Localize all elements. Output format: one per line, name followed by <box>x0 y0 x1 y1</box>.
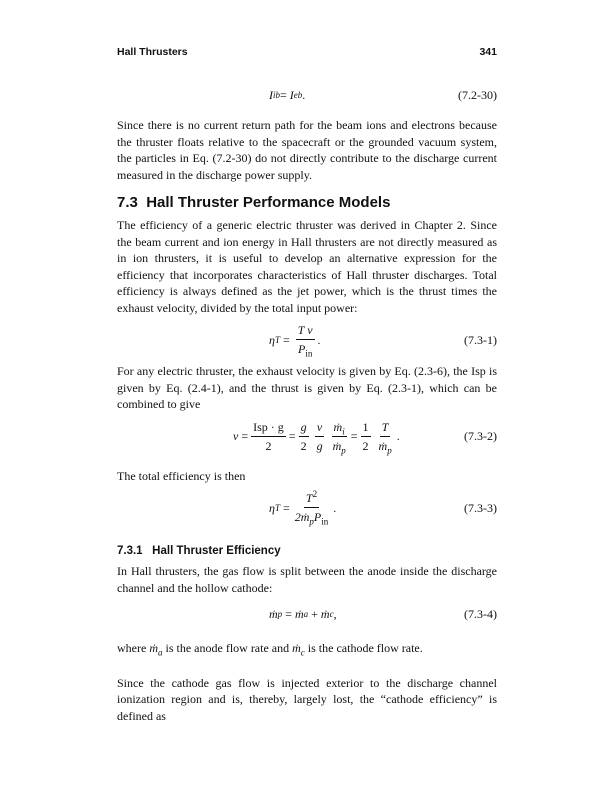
eq-sub: p <box>341 444 346 455</box>
numerator: v <box>315 419 324 437</box>
equation-number: (7.3-4) <box>464 607 497 621</box>
eq-sub: c <box>300 647 305 658</box>
equation-7-3-4: ṁ p = ṁ a + ṁ c , (7.3-4) <box>269 607 497 621</box>
eq-term: I <box>269 88 273 102</box>
denominator: P <box>297 342 306 356</box>
section-heading <box>117 193 497 213</box>
fraction <box>299 419 309 454</box>
section-title: Hall Thruster Performance Models <box>146 194 391 211</box>
eq-term: η <box>269 332 275 347</box>
numerator: T v <box>296 322 315 340</box>
eq-rel: = <box>280 88 287 102</box>
eq-sub: i <box>342 425 345 436</box>
numerator: g <box>299 419 309 437</box>
equation-7-2-30: I ib = I eb . (7.2-30) <box>269 88 497 102</box>
equation-7-3-2: v = $\frac{\text{Isp · g}}{2}$ = $\frac{g}{2}$ $\frac{v}{g}$ $\frac{ṁ_i}{ṁ_p}$ = $\frac{1}{2}$ $\frac{T}{ṁ_p}$ . (7.3-2) <box>233 419 497 455</box>
denominator: ṁ <box>378 438 388 453</box>
denominator: 2ṁ <box>294 510 310 524</box>
eq-sub: in <box>321 516 329 527</box>
eq-sub: p <box>387 444 392 455</box>
eq-term: ṁ <box>269 607 278 621</box>
denominator: 2 <box>300 438 307 453</box>
fraction <box>293 490 331 525</box>
denominator: 2 <box>265 438 272 453</box>
equation-number: (7.3-3) <box>464 500 497 515</box>
numerator: 1 <box>361 419 371 437</box>
subsection-title: Hall Thruster Efficiency <box>152 545 281 557</box>
fraction <box>315 419 325 454</box>
paragraph: In Hall thrusters, the gas flow is split between the anode inside the discharge channel and the hollow cathode: <box>117 564 497 595</box>
fraction <box>296 322 315 357</box>
eq-term: I <box>289 88 294 102</box>
eq-term: ṁ <box>320 607 330 621</box>
running-header <box>117 45 497 59</box>
fraction <box>377 419 394 454</box>
page-number: 341 <box>479 46 497 58</box>
eq-term: ṁ <box>292 641 301 655</box>
eq-term: ṁ <box>294 607 304 621</box>
paragraph <box>117 640 497 657</box>
subsection-number: 7.3.1 <box>117 545 143 557</box>
fraction <box>331 419 348 454</box>
numerator: T <box>305 491 313 505</box>
fraction <box>361 419 371 454</box>
numerator: ṁ <box>333 419 343 434</box>
eq-term: η <box>269 500 275 515</box>
numerator: Isp · g <box>251 419 286 437</box>
equation-7-3-3: η T = $\frac{T^2}{2ṁ_pP_{in}}$ . (7.3-3) <box>269 489 497 527</box>
header-title: Hall Thrusters <box>117 46 188 58</box>
text: is the anode flow rate and <box>162 641 293 655</box>
section-number: 7.3 <box>117 194 138 211</box>
eq-sub: a <box>158 647 163 658</box>
equation-number: (7.3-1) <box>464 332 497 347</box>
paragraph: Since there is no current return path for the beam ions and electrons because the thruster floats relative to the spacecraft or the grounded vacuum system, the particles in Eq. (7.2-30) do not directly contribute to the discharge current measured in the discharge power supply. <box>117 118 497 182</box>
eq-punct: . <box>302 88 306 102</box>
denominator: g <box>316 438 323 453</box>
text: where <box>117 641 150 655</box>
paragraph: Since the cathode gas flow is injected exterior to the discharge channel ionization region and is, thereby, largely lost, the “cathode efficiency” is defined as <box>117 675 497 723</box>
eq-sub: p <box>309 516 314 527</box>
equation-number: (7.2-30) <box>458 88 497 102</box>
numerator: T <box>380 419 391 437</box>
paragraph: The efficiency of a generic electric thruster was derived in Chapter 2. Since the beam current and ion energy in Hall thrusters are not directly measured as in ion thrusters, it is useful to develop an alternative expression for the efficiency that incorporates characteristics of Hall thruster discharges. Total efficiency is always defined as the jet power, which is the thrust times the exhaust velocity, divided by the total input power: <box>117 218 497 315</box>
subsection-heading <box>117 543 497 559</box>
eq-sup: 2 <box>312 489 318 499</box>
denominator: ṁ <box>332 438 342 453</box>
fraction <box>251 419 286 454</box>
eq-term: v <box>233 429 239 443</box>
equation-number: (7.3-2) <box>464 429 497 443</box>
paragraph: For any electric thruster, the exhaust velocity is given by Eq. (2.3-6), the Isp is given by Eq. (2.4-1), and the thrust is given by Eq. (2.3-1), which can be combined to give <box>117 364 497 411</box>
text: is the cathode flow rate. <box>304 641 423 655</box>
paragraph: The total efficiency is then <box>117 468 246 483</box>
denominator: 2 <box>362 438 369 453</box>
eq-term: ṁ <box>149 641 158 655</box>
equation-7-3-1: η T = $\frac{\text{T v}}{P_{in}}$ . (7.3-1) <box>269 323 497 359</box>
denominator: P <box>313 510 322 524</box>
eq-sub: in <box>305 348 313 359</box>
